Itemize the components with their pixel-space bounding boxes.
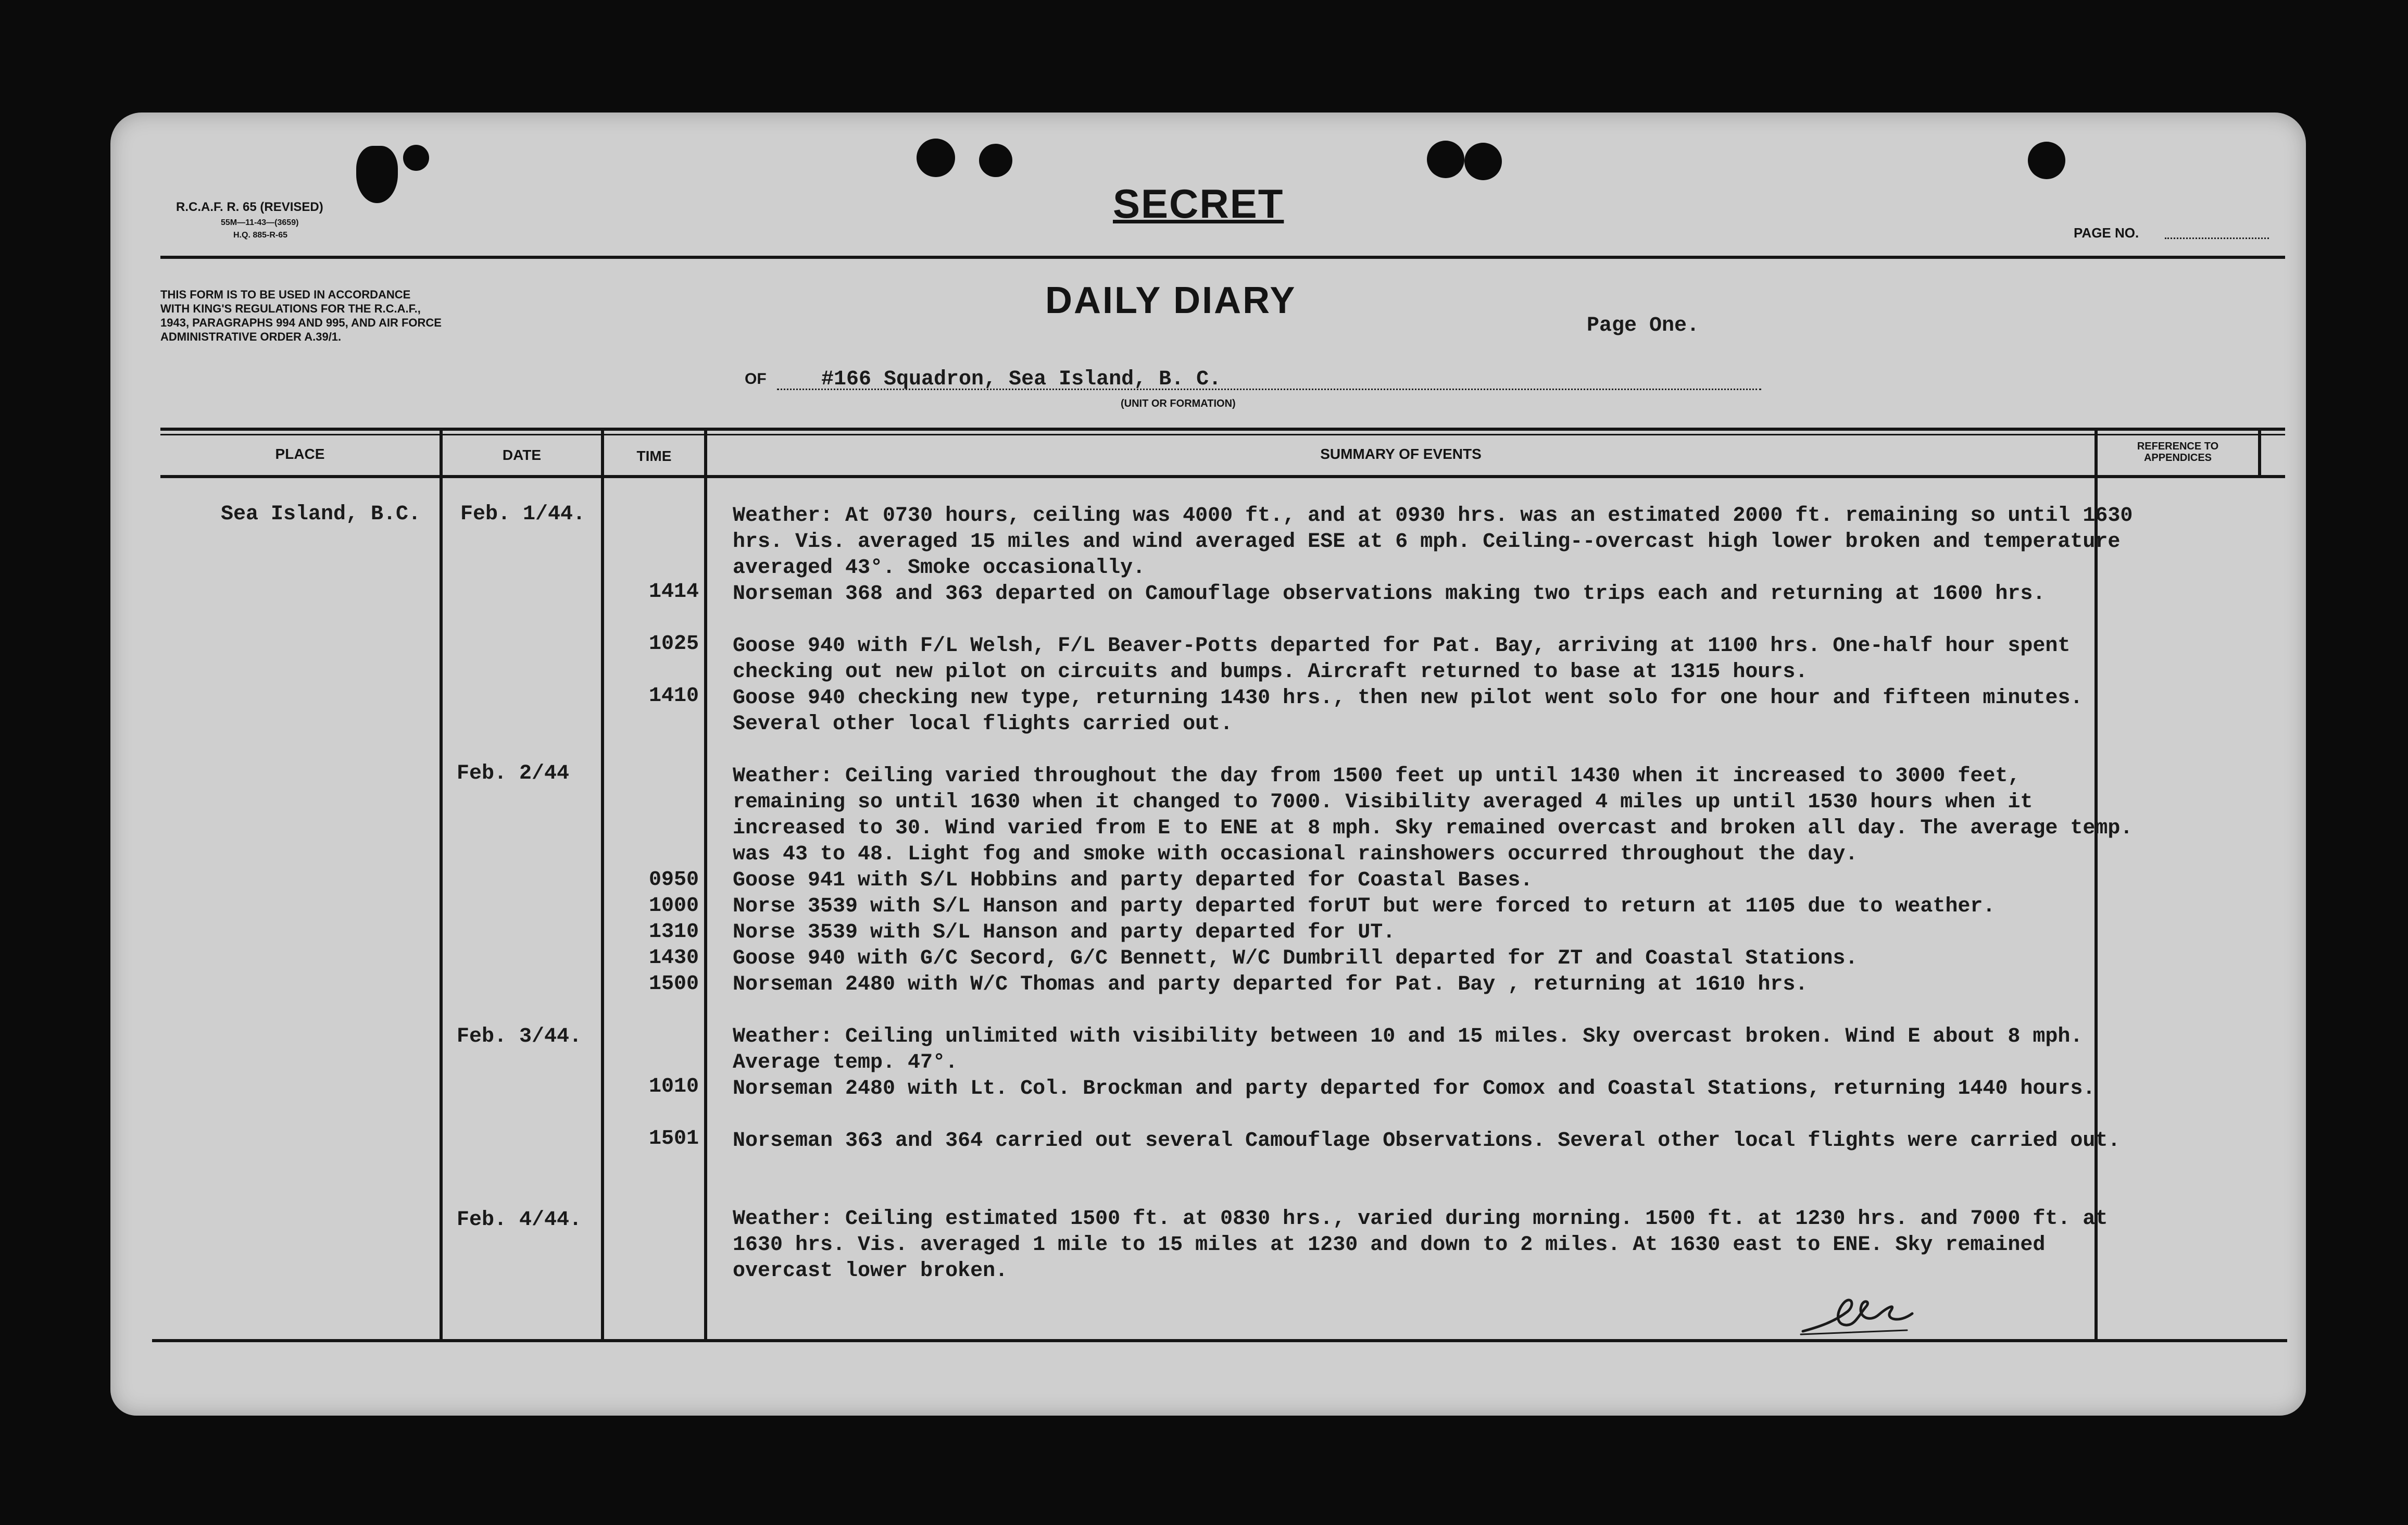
- weather-entry: Weather: Ceiling varied throughout the day from 1500 feet up until 1430 when it increased to 3000 feet, remaining so until 1630 when it changed to 7000. Visibility averaged 4 miles up until 1530 hours when it increased to 30. Wind varied from E to ENE at 8 mph. Sky remained overcast and broken all day. The average temp. was 43 to 48. Light fog and smoke with occasional rainshowers occurred throughout the day.: [733, 765, 2133, 866]
- column-header-reference-line-2: APPENDICES: [2143, 452, 2212, 464]
- divider-date-time: [601, 430, 604, 1339]
- instructions-line-3: 1943, PARAGRAPHS 994 AND 995, AND AIR FORCE: [160, 316, 442, 329]
- weather-entry: Weather: At 0730 hours, ceiling was 4000 ft., and at 0930 hrs. was an estimated 2000 ft. remaining so until 1630 hrs. Vis. averaged 15 miles and wind averaged ESE at 6 mph. Ceiling--overcast high lower broken and temperature averaged 43°. Smoke occasionally.: [733, 504, 2133, 580]
- unit-caption: (UNIT OR FORMATION): [1121, 398, 1236, 409]
- event-entry: Goose 941 with S/L Hobbins and party departed for Coastal Bases.: [733, 869, 1533, 892]
- punch-hole-icon: [403, 145, 429, 171]
- instructions-line-1: THIS FORM IS TO BE USED IN ACCORDANCE: [160, 288, 411, 301]
- event-entry: Goose 940 checking new type, returning 1430 hrs., then new pilot went solo for one hour and fifteen minutes. Several other local flights carried out.: [733, 686, 2083, 736]
- form-number: R.C.A.F. R. 65 (REVISED): [176, 200, 323, 214]
- divider-place-date: [440, 430, 443, 1339]
- date-cell: Feb. 3/44.: [457, 1025, 582, 1048]
- column-header-place: PLACE: [275, 446, 325, 462]
- time-cell: 1501: [648, 1127, 699, 1151]
- page-no-field: [2165, 238, 2269, 239]
- time-cell: 1310: [648, 920, 699, 944]
- instructions-line-4: ADMINISTRATIVE ORDER A.39/1.: [160, 330, 342, 343]
- punch-hole-icon: [1464, 143, 1502, 180]
- page-title: DAILY DIARY: [1045, 280, 1297, 321]
- punch-hole-icon: [2028, 142, 2065, 179]
- event-entry: Norseman 368 and 363 departed on Camouflage observations making two trips each and returning at 1600 hrs.: [733, 582, 2046, 606]
- column-header-rule: [160, 475, 2285, 478]
- header-divider: [160, 256, 2285, 259]
- time-cell: 1000: [648, 894, 699, 918]
- date-cell: Feb. 2/44: [457, 762, 570, 785]
- time-cell: 0950: [648, 868, 699, 892]
- unit-name: #166 Squadron, Sea Island, B. C.: [821, 368, 1222, 391]
- weather-entry: Weather: Ceiling estimated 1500 ft. at 0830 hrs., varied during morning. 1500 ft. at 1230 hrs. and 7000 ft. at 1630 hrs. Vis. averaged 1 mile to 15 miles at 1230 and down to 2 miles. At 1630 east to ENE. Sky remained overcast lower broken.: [733, 1207, 2108, 1283]
- event-entry: Norseman 2480 with W/C Thomas and party departed for Pat. Bay , returning at 1610 hrs.: [733, 973, 1808, 996]
- diary-form-card: [110, 113, 2306, 1416]
- table-bottom-rule: [152, 1339, 2287, 1342]
- page-text: Page One.: [1587, 314, 1700, 338]
- event-entry: Goose 940 with F/L Welsh, F/L Beaver-Potts departed for Pat. Bay, arriving at 1100 hrs. One-half hour spent checking out new pilot on circuits and bumps. Aircraft returned to base at 1315 hours.: [733, 634, 2071, 684]
- time-cell: 1410: [648, 684, 699, 708]
- handwritten-signature-icon: [1798, 1291, 1923, 1338]
- column-header-summary: SUMMARY OF EVENTS: [1320, 446, 1482, 462]
- punch-hole-icon: [917, 139, 955, 177]
- form-code: 55M—11-43—(3659): [221, 218, 299, 227]
- of-label: OF: [745, 370, 767, 388]
- table-top-rule: [160, 428, 2285, 431]
- event-entry: Goose 940 with G/C Secord, G/C Bennett, W/C Dumbrill departed for ZT and Coastal Stations.: [733, 947, 1858, 970]
- column-header-date: DATE: [502, 447, 542, 463]
- classification-heading: SECRET: [1113, 181, 1284, 227]
- punch-hole-icon: [1427, 141, 1464, 178]
- date-cell: Feb. 1/44.: [460, 503, 586, 526]
- divider-reference-right: [2258, 430, 2261, 477]
- event-entry: Norse 3539 with S/L Hanson and party departed forUT but were forced to return at 1105 due to weather.: [733, 895, 1996, 918]
- time-cell: 1010: [648, 1075, 699, 1098]
- instructions-line-2: WITH KING'S REGULATIONS FOR THE R.C.A.F.,: [160, 302, 421, 315]
- column-header-reference-line-1: REFERENCE TO: [2137, 441, 2219, 452]
- place-cell: Sea Island, B.C.: [221, 503, 421, 526]
- time-cell: 1500: [648, 972, 699, 996]
- hq-code: H.Q. 885-R-65: [233, 231, 288, 240]
- time-cell: 1414: [648, 580, 699, 604]
- column-header-time: TIME: [636, 448, 672, 464]
- time-cell: 1025: [648, 632, 699, 656]
- event-entry: Norse 3539 with S/L Hanson and party departed for UT.: [733, 921, 1396, 944]
- divider-time-summary: [704, 430, 707, 1339]
- event-entry: Norseman 363 and 364 carried out several Camouflage Observations. Several other local flights were carried out.: [733, 1129, 2121, 1153]
- table-top-rule-thin: [160, 434, 2285, 435]
- punch-hole-icon: [979, 144, 1012, 177]
- page-no-label: PAGE NO.: [2074, 225, 2139, 241]
- event-entry: Norseman 2480 with Lt. Col. Brockman and party departed for Comox and Coastal Stations, returning 1440 hours.: [733, 1077, 2096, 1101]
- time-cell: 1430: [648, 946, 699, 970]
- date-cell: Feb. 4/44.: [457, 1208, 582, 1232]
- punch-hole-icon: [356, 146, 398, 203]
- weather-entry: Weather: Ceiling unlimited with visibility between 10 and 15 miles. Sky overcast broken. Wind E about 8 mph. Average temp. 47°.: [733, 1025, 2083, 1074]
